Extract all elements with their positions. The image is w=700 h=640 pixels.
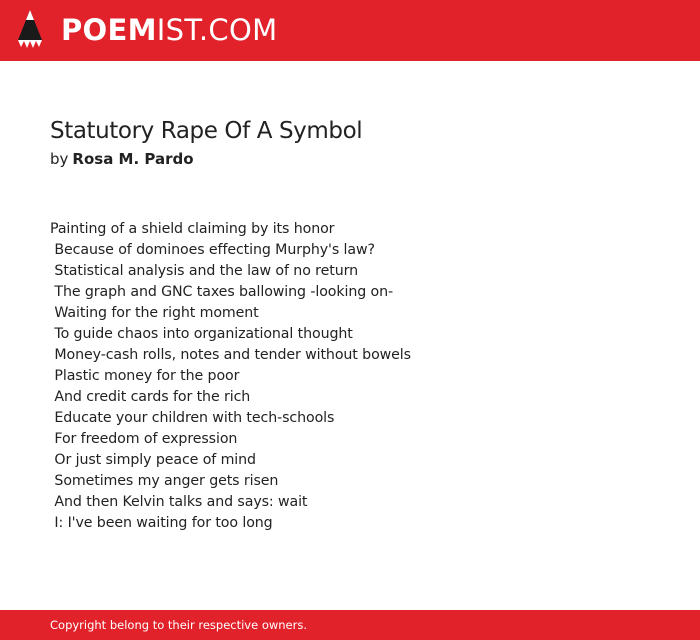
poem-line: Educate your children with tech-schools [50, 410, 335, 426]
pencil-tip-icon[interactable] [18, 10, 42, 50]
poem-line: To guide chaos into organizational thought [50, 326, 353, 342]
logo-text-light: IST.COM [156, 13, 278, 47]
poem-line: Plastic money for the poor [50, 368, 240, 384]
poem-line: The graph and GNC taxes ballowing -looking on- [50, 284, 394, 300]
poem-body [50, 219, 411, 534]
poem-line: Painting of a shield claiming by its honor [50, 221, 335, 237]
site-header [0, 0, 700, 61]
copyright-text: Copyright belong to their respective owners. [50, 618, 308, 632]
poem-line: Money-cash rolls, notes and tender without bowels [50, 347, 411, 363]
poem-line: And credit cards for the rich [50, 389, 251, 405]
poem-line: Sometimes my anger gets risen [50, 473, 279, 489]
poem-line: Statistical analysis and the law of no return [50, 263, 358, 279]
by-label: by [50, 150, 69, 168]
poem-title: Statutory Rape Of A Symbol [50, 118, 363, 144]
site-logo[interactable] [61, 12, 277, 48]
poem-line: I: I've been waiting for too long [50, 515, 273, 531]
poem-line: Because of dominoes effecting Murphy's law? [50, 242, 375, 258]
logo-text-bold: POEM [61, 13, 157, 47]
byline [50, 149, 194, 169]
site-footer [0, 610, 700, 640]
poem-line: Or just simply peace of mind [50, 452, 256, 468]
poem-line: For freedom of expression [50, 431, 238, 447]
poem-line: And then Kelvin talks and says: wait [50, 494, 308, 510]
poem-line: Waiting for the right moment [50, 305, 259, 321]
author-name[interactable]: Rosa M. Pardo [72, 150, 194, 168]
